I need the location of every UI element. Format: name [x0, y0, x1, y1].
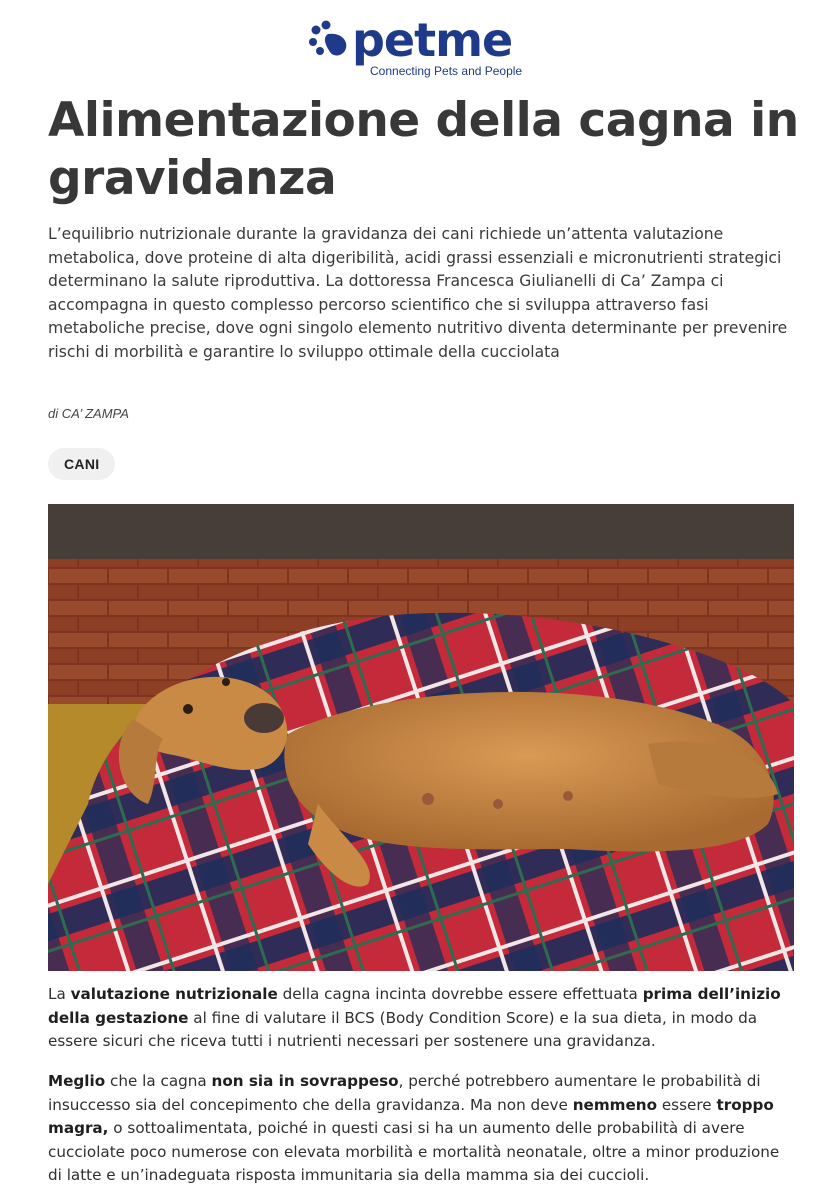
bold-run: valutazione nutrizionale: [70, 985, 278, 1003]
author-link[interactable]: CA’ ZAMPA: [61, 406, 129, 421]
text-run: , perché potrebbero aumentare le probabilità di insuccesso sia del concepimento che della gravidanza. Ma non deve: [48, 1072, 761, 1114]
text-run: La: [48, 985, 71, 1003]
article-title: Alimentazione della cagna in gravidanza: [48, 93, 799, 206]
text-run: al fine di valutare il BCS (Body Condition Score) e la sua dieta, in modo da essere sicuri che riceva tutti i nutrienti necessari per sostenere una gravidanza.: [48, 1008, 758, 1051]
body-paragraph-1: [48, 983, 793, 1054]
bold-run: troppo magra,: [48, 1095, 774, 1138]
category-tag[interactable]: CANI: [48, 448, 115, 480]
bold-run: nemmeno: [572, 1095, 658, 1114]
body-paragraph-2: [48, 1070, 793, 1188]
bold-run: Meglio: [48, 1072, 106, 1090]
byline-prefix: di: [48, 406, 59, 421]
brand-logo[interactable]: petme: [352, 13, 513, 67]
paw-icon[interactable]: [308, 20, 352, 60]
pregnant-dog-photo: [48, 504, 794, 971]
article-lead: L’equilibrio nutrizionale durante la gravidanza dei cani richiede un’attenta valutazione metabolica, dove proteine di alta digeribilità, acidi grassi essenziali e micronutrienti strategici determinano la salute riproduttiva. La dottoressa Francesca Giulianelli di Ca’ Zampa ci accompagna in questo complesso percorso scientifico che si sviluppa attraverso fasi metaboliche precise, dove ogni singolo elemento nutritivo diventa determinante per prevenire rischi di morbilità e garantire lo sviluppo ottimale della cucciolata: [48, 225, 788, 361]
byline: [48, 406, 129, 421]
brand-tagline: Connecting Pets and People: [370, 64, 523, 78]
text-run: essere: [657, 1095, 717, 1114]
bold-run: prima dell’inizio della gestazione: [48, 985, 781, 1027]
article-image: [48, 504, 794, 971]
site-header: [0, 14, 833, 84]
text-run: o sottoalimentata, poiché in questi casi si ha un aumento delle probabilità di avere cucciolate poco numerose con elevata morbilità e mortalità neonatale, oltre a minor produzione di latte e un’inadeguata risposta immunitaria sia della mamma sia dei cuccioli.: [48, 1119, 780, 1185]
bold-run: non sia in sovrappeso: [211, 1072, 399, 1090]
text-run: della cagna incinta dovrebbe essere effettuata: [277, 985, 643, 1003]
text-run: che la cagna: [105, 1072, 212, 1090]
